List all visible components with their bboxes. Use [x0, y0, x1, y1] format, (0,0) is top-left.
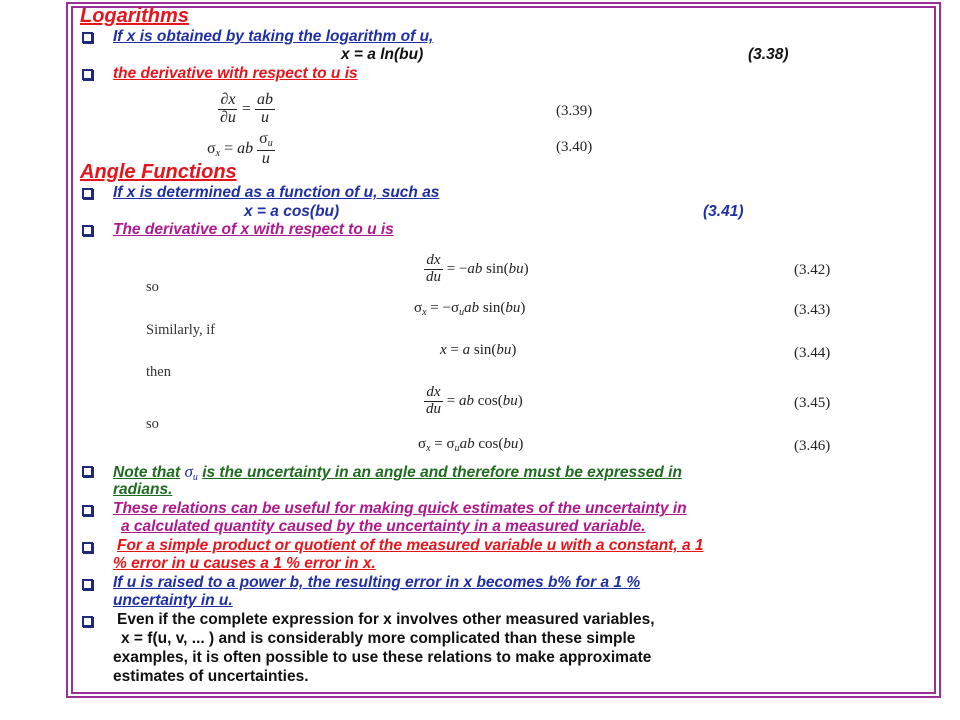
- logarithms-heading: Logarithms: [80, 5, 189, 27]
- eq-3-45: $\frac{dx}{du}$ = ab cos(bu): [426, 384, 523, 417]
- eq-3-40-number: (3.40): [556, 139, 593, 155]
- word-so: so: [146, 416, 159, 432]
- note-5-line-2: x = f(u, v, ... ) and is considerably more complicated than these simple: [121, 630, 636, 647]
- eq-3-42: $\frac{dx}{du}$ = −ab sin(bu): [426, 252, 529, 285]
- eq-3-39-number: (3.39): [556, 103, 593, 119]
- eq-3-38: x = a ln(bu): [341, 46, 424, 63]
- eq-3-40: $\sigma_x$ = ab $\frac{\sigma_u}{u}$: [207, 130, 273, 167]
- angle-bullet-1: If x is determined as a function of u, such as: [113, 184, 440, 201]
- checkbox-bullet-icon: [82, 579, 93, 590]
- eq-3-38-number: (3.38): [748, 46, 789, 63]
- note-1-line-2: radians.: [113, 481, 173, 498]
- eq-3-43: $\sigma_x = -\sigma_uab$ sin(bu): [414, 300, 526, 318]
- note-1-line-1: Note that $\sigma_u$ is the uncertainty in an angle and therefore must be expressed in: [113, 462, 682, 483]
- eq-3-46-number: (3.46): [794, 438, 831, 454]
- note-2-line-2: a calculated quantity caused by the uncertainty in a measured variable.: [121, 518, 646, 535]
- checkbox-bullet-icon: [82, 225, 93, 236]
- log-bullet-1: If x is obtained by taking the logarithm of u,: [113, 28, 434, 45]
- note-4-line-1: If u is raised to a power b, the resulting error in x becomes b% for a 1 %: [113, 574, 641, 591]
- note-5-line-4: estimates of uncertainties.: [113, 668, 309, 685]
- eq-3-39: $\frac{\partial x}{\partial u}$ = $\frac{ab}{u}$: [220, 91, 273, 126]
- word-then: then: [146, 364, 171, 380]
- angle-bullet-2: The derivative of x with respect to u is: [113, 221, 394, 238]
- checkbox-bullet-icon: [82, 616, 93, 627]
- eq-3-43-number: (3.43): [794, 302, 831, 318]
- eq-3-41-number: (3.41): [703, 203, 744, 220]
- eq-3-44: x = a sin(bu): [440, 342, 517, 358]
- eq-3-45-number: (3.45): [794, 395, 831, 411]
- log-bullet-2: the derivative with respect to u is: [113, 65, 358, 82]
- checkbox-bullet-icon: [82, 505, 93, 516]
- checkbox-bullet-icon: [82, 32, 93, 43]
- word-so: so: [146, 279, 159, 295]
- checkbox-bullet-icon: [82, 542, 93, 553]
- eq-3-44-number: (3.44): [794, 345, 831, 361]
- eq-3-46: $\sigma_x = \sigma_uab$ cos(bu): [418, 436, 524, 454]
- note-5-line-3: examples, it is often possible to use these relations to make approximate: [113, 649, 652, 666]
- eq-3-42-number: (3.42): [794, 262, 831, 278]
- note-5-line-1: Even if the complete expression for x involves other measured variables,: [117, 611, 655, 628]
- note-2-line-1: These relations can be useful for making quick estimates of the uncertainty in: [113, 500, 687, 517]
- checkbox-bullet-icon: [82, 466, 93, 477]
- checkbox-bullet-icon: [82, 69, 93, 80]
- note-3-line-2: % error in u causes a 1 % error in x.: [113, 555, 376, 572]
- eq-3-41: x = a cos(bu): [244, 203, 340, 220]
- note-3-line-1: For a simple product or quotient of the measured variable u with a constant, a 1: [117, 537, 704, 554]
- word-similarly-if: Similarly, if: [146, 322, 216, 338]
- note-4-line-2: uncertainty in u.: [113, 592, 233, 609]
- checkbox-bullet-icon: [82, 188, 93, 199]
- angle-functions-heading: Angle Functions: [80, 161, 237, 183]
- sigma-u-symbol: $\sigma_u$: [184, 462, 198, 483]
